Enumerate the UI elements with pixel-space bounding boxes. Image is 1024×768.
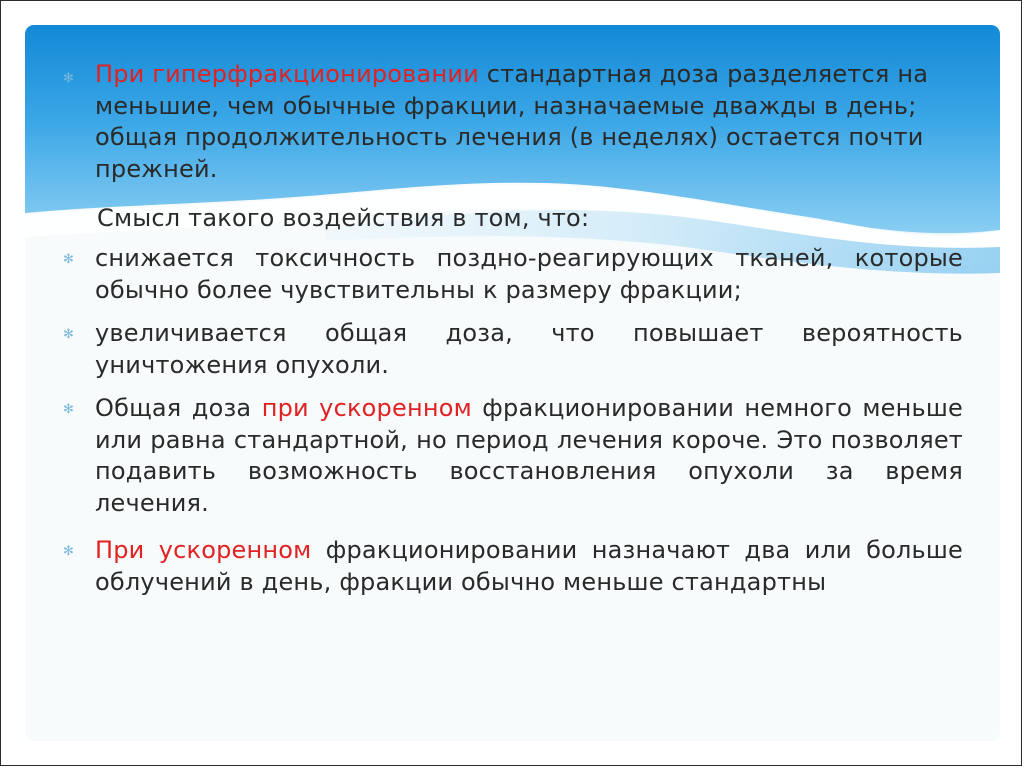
bullet-icon: ✻	[63, 402, 74, 417]
highlight-text: при ускоренном	[261, 394, 472, 422]
highlight-text: При гиперфракционировании	[95, 60, 479, 88]
bullet-icon: ✻	[63, 544, 74, 559]
highlight-text: При ускоренном	[95, 536, 312, 564]
point-1: снижается токсичность поздно-реагирующих тканей, которые обычно более чувствительны к размеру фракции;	[95, 244, 963, 304]
bullet-icon: ✻	[63, 71, 74, 86]
slide	[25, 25, 1000, 741]
bullet-icon: ✻	[63, 252, 74, 267]
paragraph-text: фракционировании немного меньше или равна стандартной, но период лечения короче. Это позволяет подавить возможность восстановления опухоли за время лечения.	[95, 394, 963, 517]
paragraph-text: стандартная доза разделяется на меньшие, чем обычные фракции, назначаемые дважды в день; общая продолжительность лечения (в неделях) остается почти прежней.	[95, 60, 929, 183]
paragraph-text: фракционировании назначают два или больше облучений в день, фракции обычно меньше стандартны	[95, 536, 964, 596]
point-3	[95, 393, 963, 519]
point-4	[95, 535, 963, 598]
intro-line: Смысл такого воздействия в том, что:	[97, 204, 590, 232]
point-2: увеличивается общая доза, что повышает вероятность уничтожения опухоли.	[95, 319, 963, 379]
bullet-paragraph-1	[95, 59, 963, 185]
bullet-icon: ✻	[63, 327, 74, 342]
slide-content	[25, 25, 1000, 741]
paragraph-text: Общая доза	[95, 394, 262, 422]
